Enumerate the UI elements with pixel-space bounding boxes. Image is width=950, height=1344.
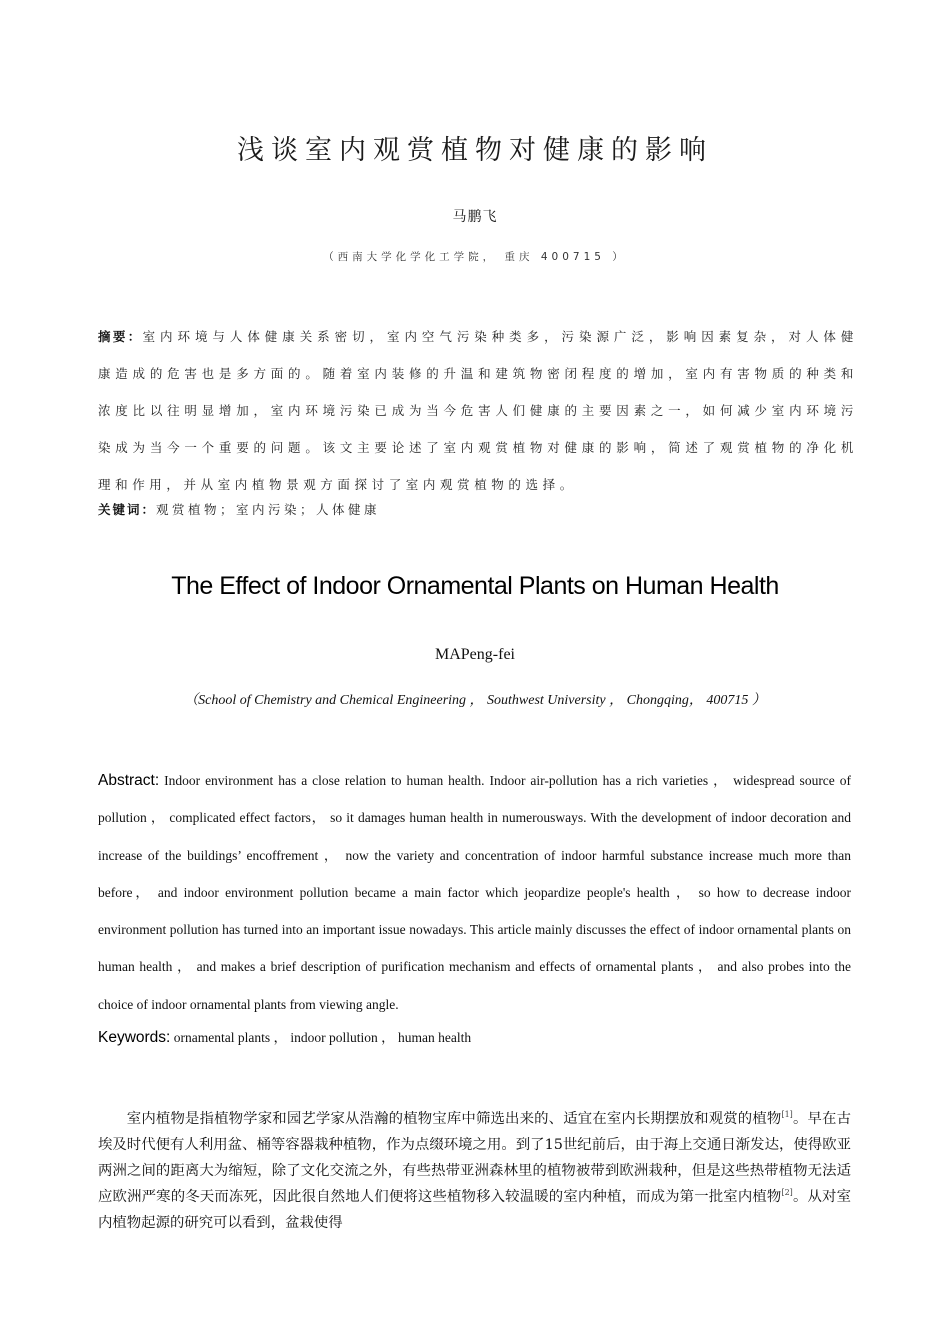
chinese-keywords-label: 关键词： <box>98 502 157 517</box>
chinese-abstract <box>98 318 858 503</box>
chinese-keywords <box>98 500 858 518</box>
chinese-title: 浅谈室内观赏植物对健康的影响 <box>237 135 713 166</box>
english-keywords-text: ornamental plants ， indoor pollution ， human health <box>173 1030 472 1045</box>
chinese-abstract-label: 摘要： <box>98 329 143 344</box>
citation-1[interactable]: [1] <box>781 1110 793 1120</box>
chinese-affiliation: （西南大学化学化工学院， 重庆 400715 ） <box>323 251 627 263</box>
body-text-part-2: 。早在古埃及时代便有人利用盆、桶等容器栽种植物，作为点缀环境之用。到了15世纪前后，由于海上交通日渐发达，使得欧亚两洲之间的距离大为缩短，除了文化交流之外，有些热带亚洲森林里的植物被带到欧洲栽种，但是这些热带植物无法适应欧洲严寒的冬天而冻死，因此很自然地人们便将这些植物移入较温暖的室内种植，而成为第一批室内植物 <box>98 1111 851 1205</box>
citation-2[interactable]: [2] <box>781 1187 793 1197</box>
english-abstract <box>98 762 851 1023</box>
body-text-part-3: 。从对室内植物起源的研究可以看到，盆栽使得 <box>98 1188 851 1231</box>
english-abstract-label: Abstract: <box>98 772 160 789</box>
english-affiliation: （School of Chemistry and Chemical Engineering ， Southwest University ， Chongqing， 400715 ） <box>184 693 766 708</box>
english-title: The Effect of Indoor Ornamental Plants on Human Health <box>171 572 779 600</box>
body-paragraph <box>98 1107 851 1236</box>
english-abstract-text: Indoor environment has a close relation to human health. Indoor air-pollution has a rich varieties ， widespread source of pollution ， complicated effect factors， so it damages human health in numerousways. With the development of indoor decoration and increase of the buildings’ encoffrement ， now the variety and concentration of indoor harmful substance increase much more than before， and indoor environment pollution became a main factor which jeopardize people's health ， so how to decrease indoor environment pollution has turned into an important issue nowadays. This article mainly discusses the effect of indoor ornamental plants on human health ， and makes a brief description of purification mechanism and effects of ornamental plants ， and also probes into the choice of indoor ornamental plants from viewing angle. <box>98 773 851 1012</box>
chinese-author: 马鹏飞 <box>452 209 498 225</box>
english-keywords <box>98 1026 851 1047</box>
body-text-part-1: 室内植物是指植物学家和园艺学家从浩瀚的植物宝库中筛选出来的、适宜在室内长期摆放和观赏的植物 <box>126 1111 782 1128</box>
english-keywords-label: Keywords: <box>98 1029 171 1046</box>
chinese-abstract-text: 室内环境与人体健康关系密切，室内空气污染种类多，污染源广泛，影响因素复杂，对人体健康造成的危害也是多方面的。随着室内装修的升温和建筑物密闭程度的增加，室内有害物质的种类和浓度比以往明显增加，室内环境污染已成为当今危害人们健康的主要因素之一，如何减少室内环境污染成为当今一个重要的问题。该文主要论述了室内观赏植物对健康的影响，简述了观赏植物的净化机理和作用，并从室内植物景观方面探讨了室内观赏植物的选择。 <box>98 329 858 492</box>
english-author: MAPeng-fei <box>435 646 515 663</box>
chinese-keywords-text: 观赏植物；室内污染；人体健康 <box>156 502 381 517</box>
